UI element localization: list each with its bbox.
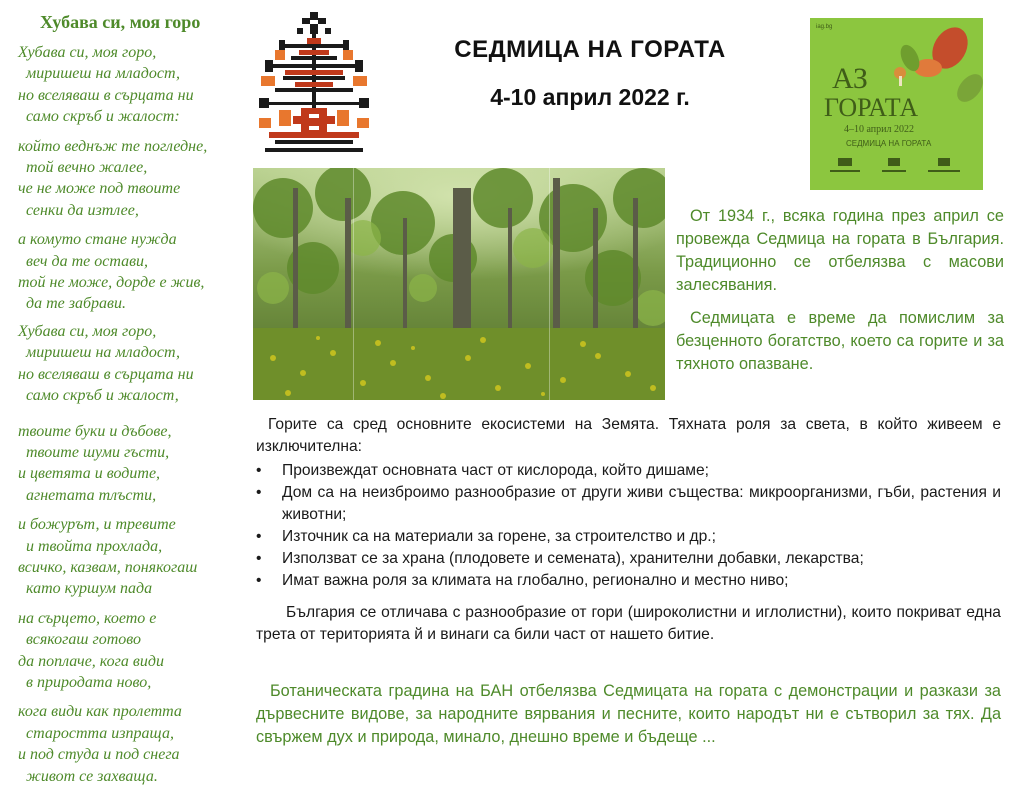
poem-line: че не може под твоите: [18, 180, 181, 198]
poem-line: старостта изпраща,: [26, 724, 174, 742]
poem-stanza: [18, 229, 250, 315]
poster-subtitle: СЕДМИЦА НА ГОРАТА: [846, 139, 932, 148]
poem-line: Хубава си, моя горо,: [18, 44, 157, 61]
event-poster: [810, 18, 983, 190]
poem-line: само скръб и жалост,: [26, 387, 179, 405]
poem-line: сенки да изтлее,: [26, 201, 139, 219]
poem-line: и под студа и под снега: [18, 746, 180, 764]
poem-stanza: [18, 321, 250, 407]
poem-line: миришеш на младост,: [26, 344, 180, 362]
main-text: [256, 414, 1001, 646]
benefits-list: [256, 460, 1001, 592]
poem-stanza: [18, 514, 250, 600]
poem-stanza: [18, 136, 250, 222]
poem-line: да поплаче, кога види: [18, 652, 164, 670]
embroidery-ornament-icon: [255, 10, 373, 158]
poster-line1: АЗ: [832, 62, 868, 95]
poem-title: Хубава си, моя горо: [40, 12, 201, 32]
poem-line: който веднъж те погледне,: [18, 137, 208, 155]
bulgaria-paragraph: България се отличава с разнообразие от гори (широколистни и иглолистни), които покриват една трета от територията й и винаги са били част от нашето битие.: [256, 604, 1001, 643]
intro-paragraph: От 1934 г., всяка година през април се провежда Седмица на гората в България. Традиционно се отбелязва с масови залесявания.: [676, 207, 1004, 294]
poem-line: само скръб и жалост:: [26, 108, 180, 126]
poem-line: а комуто стане нужда: [18, 231, 177, 249]
list-item: • Произвеждат основната част от кислорода, който дишаме;: [256, 460, 1001, 482]
forest-photo: [253, 168, 665, 400]
event-dates: 4-10 април 2022 г.: [490, 84, 690, 110]
poem-line: кога види как пролетта: [18, 703, 182, 721]
main-lead: Горите са сред основните екосистеми на Земята. Тяхната роля за света, в който живеем е изключителна:: [256, 416, 1001, 455]
poem-line: миришеш на младост,: [26, 65, 180, 83]
list-item: • Имат важна роля за климата на глобално, регионално и местно ниво;: [256, 570, 1001, 592]
poem-line: той не може, дорде е жив,: [18, 274, 205, 292]
poem-line: но вселяваш в сърцата ни: [18, 86, 194, 104]
poem-stanza: [18, 701, 250, 787]
poem-line: веч да те остави,: [26, 252, 149, 270]
list-item: • Дом са на неизброимо разнообразие от други живи същества: микроорганизми, гъби, растения и животни;: [256, 482, 1001, 526]
poster-dates: 4–10 април 2022: [844, 124, 914, 135]
poem-line: като куршум пада: [26, 580, 153, 598]
poem-line: твоите буки и дъбове,: [18, 422, 172, 440]
poem-line: на сърцето, което е: [18, 609, 157, 627]
poem-line: и божурът, и тревите: [18, 516, 176, 534]
poem-line: всичко, казвам, понякогаш: [18, 558, 198, 576]
poem: [18, 42, 250, 787]
poem-line: живот се захваща.: [26, 767, 158, 785]
list-item: • Източник са на материали за горене, за строителство и др.;: [256, 526, 1001, 548]
poem-line: всякогаш готово: [26, 631, 141, 649]
poem-line: агнетата тлъсти,: [26, 486, 157, 504]
page-title: СЕДМИЦА НА ГОРАТА: [454, 36, 726, 63]
poem-line: Хубава си, моя горо,: [18, 322, 157, 340]
poem-line: и цветята и водите,: [18, 465, 161, 483]
list-item: • Използват се за храна (плодовете и семената), хранителни добавки, лекарства;: [256, 548, 1001, 570]
poem-stanza: [18, 42, 250, 128]
poem-line: в природата ново,: [26, 673, 152, 691]
poem-line: и твойта прохлада,: [26, 537, 163, 555]
poem-stanza: [18, 608, 250, 694]
poem-line: той вечно жалее,: [26, 159, 148, 177]
poster-small-text: iag.bg: [816, 24, 833, 30]
poem-line: да те забрави.: [26, 295, 126, 313]
poem-line: твоите шуми гъсти,: [26, 443, 170, 461]
intro-paragraph: Седмицата е време да помислим за безценното богатство, което са горите и за тяхното опазване.: [676, 309, 1004, 373]
poem-line: но вселяваш в сърцата ни: [18, 365, 194, 383]
intro-text: [676, 205, 1004, 386]
poem-stanza: [18, 421, 250, 507]
closing-paragraph: Ботаническата градина на БАН отбелязва Седмицата на гората с демонстрации и разкази за дървесните видове, за народните вярвания и песните, които народът ни е сътворил за тях. Да свържем дух и природа, минало, днешно време и бъдеще ...: [256, 682, 1001, 746]
poster-line2: ГОРАТА: [824, 93, 919, 122]
